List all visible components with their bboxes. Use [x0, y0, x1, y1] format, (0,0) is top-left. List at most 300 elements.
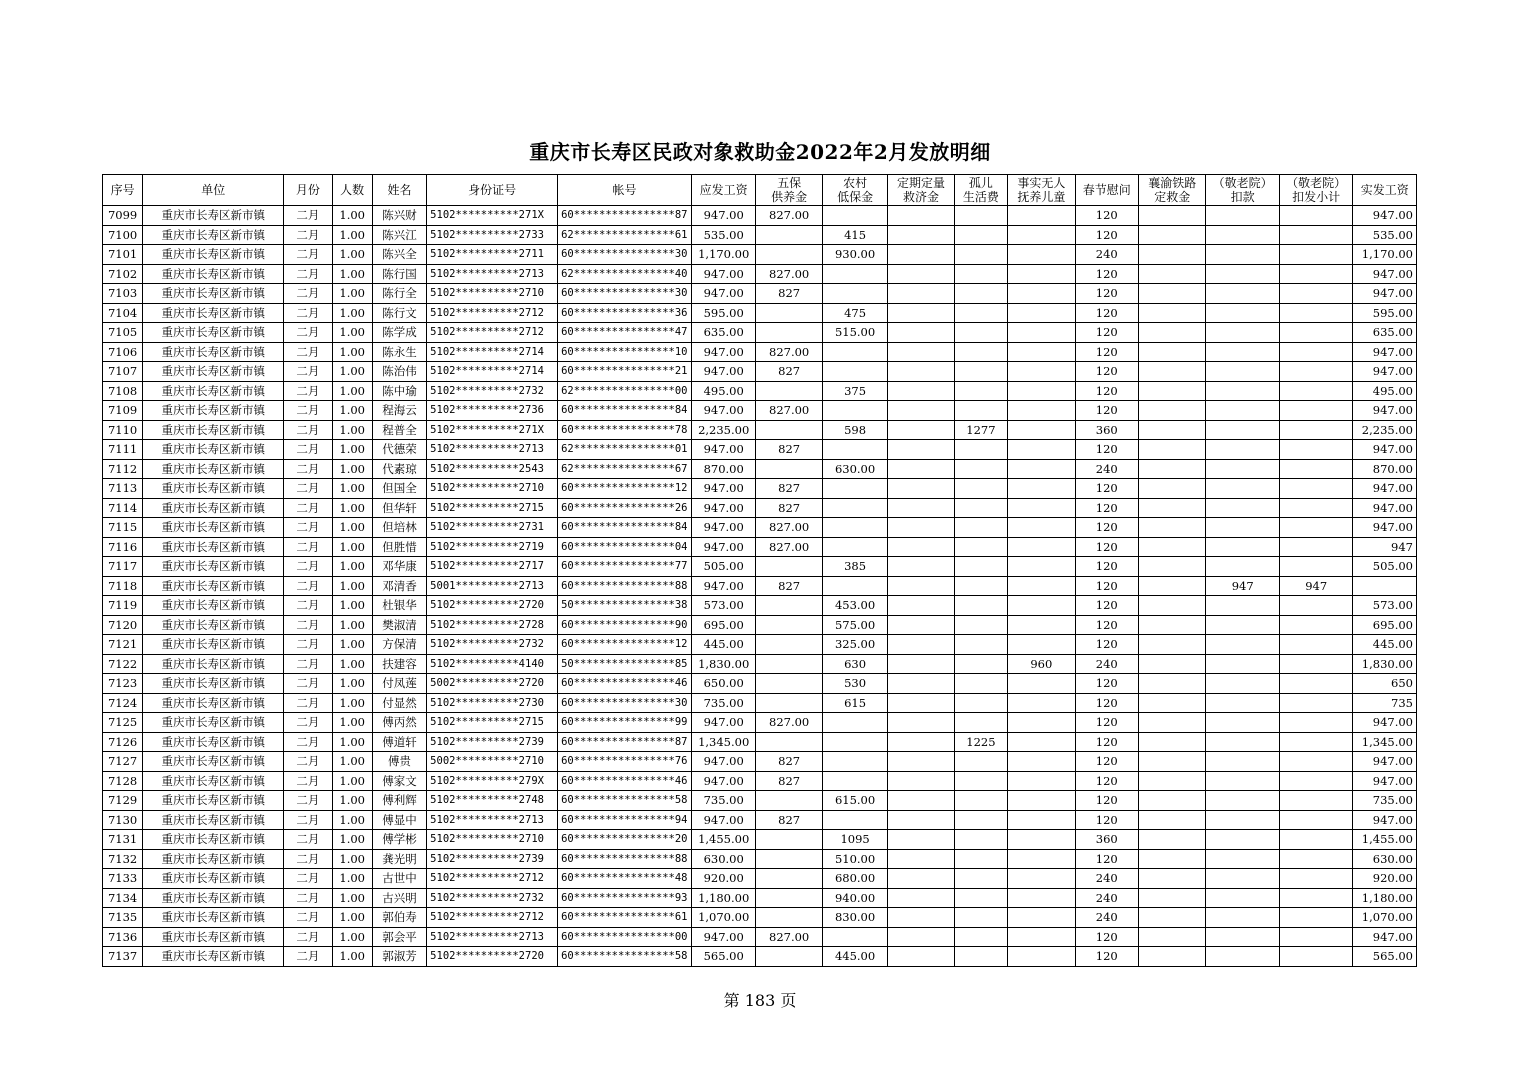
cell-regular-relief: [888, 635, 954, 655]
table-row: [103, 771, 1417, 791]
table-row: [103, 693, 1417, 713]
cell-orphan: [954, 303, 1007, 323]
cell-id-number: 5002**********2720: [427, 674, 558, 694]
cell-seq: 7127: [103, 752, 143, 772]
cell-count: 1.00: [332, 245, 372, 265]
cell-regular-relief: [888, 440, 954, 460]
cell-payable: 445.00: [691, 635, 755, 655]
cell-unit: 重庆市长寿区新市镇: [143, 908, 284, 928]
cell-account: 60****************61: [558, 908, 692, 928]
cell-festival: 120: [1075, 752, 1138, 772]
cell-name: 但华轩: [372, 498, 426, 518]
cell-festival: 120: [1075, 635, 1138, 655]
cell-payable: 1,345.00: [691, 732, 755, 752]
cell-festival: 360: [1075, 420, 1138, 440]
cell-dibao: [822, 537, 887, 557]
cell-xiangyu: [1138, 323, 1205, 343]
column-header-regular-relief: 定期定量 救济金: [888, 175, 954, 206]
cell-festival: 120: [1075, 381, 1138, 401]
cell-account: 60****************87: [558, 732, 692, 752]
cell-dibao: 1095: [822, 830, 887, 850]
table-row: [103, 674, 1417, 694]
cell-xiangyu: [1138, 596, 1205, 616]
table-row: [103, 303, 1417, 323]
cell-payable: 947.00: [691, 537, 755, 557]
cell-unit: 重庆市长寿区新市镇: [143, 771, 284, 791]
cell-count: 1.00: [332, 284, 372, 304]
cell-actual-pay: 735: [1353, 693, 1417, 713]
cell-regular-relief: [888, 518, 954, 538]
cell-unsupported-child: [1008, 225, 1075, 245]
cell-payable: 1,180.00: [691, 888, 755, 908]
cell-account: 50****************85: [558, 654, 692, 674]
cell-payable: 595.00: [691, 303, 755, 323]
cell-actual-pay: 870.00: [1353, 459, 1417, 479]
cell-dibao: [822, 264, 887, 284]
cell-name: 陈学成: [372, 323, 426, 343]
cell-xiangyu: [1138, 752, 1205, 772]
table-row: [103, 498, 1417, 518]
cell-orphan: 1277: [954, 420, 1007, 440]
cell-festival: 240: [1075, 888, 1138, 908]
cell-id-number: 5102**********2713: [427, 264, 558, 284]
table-row: [103, 654, 1417, 674]
cell-dibao: [822, 810, 887, 830]
cell-seq: 7101: [103, 245, 143, 265]
cell-month: 二月: [284, 440, 332, 460]
cell-wubao: [756, 654, 822, 674]
cell-orphan: [954, 479, 1007, 499]
cell-deduction-subtotal: [1279, 674, 1353, 694]
cell-id-number: 5102**********2543: [427, 459, 558, 479]
cell-count: 1.00: [332, 401, 372, 421]
cell-name: 付显然: [372, 693, 426, 713]
cell-wubao: 827: [756, 284, 822, 304]
cell-actual-pay: 947.00: [1353, 264, 1417, 284]
cell-unit: 重庆市长寿区新市镇: [143, 849, 284, 869]
cell-orphan: [954, 908, 1007, 928]
cell-count: 1.00: [332, 869, 372, 889]
cell-unit: 重庆市长寿区新市镇: [143, 693, 284, 713]
cell-name: 杜银华: [372, 596, 426, 616]
cell-regular-relief: [888, 830, 954, 850]
cell-id-number: 5102**********2714: [427, 342, 558, 362]
cell-account: 60****************84: [558, 518, 692, 538]
cell-regular-relief: [888, 284, 954, 304]
table-row: [103, 518, 1417, 538]
cell-deduction-subtotal: [1279, 303, 1353, 323]
cell-unit: 重庆市长寿区新市镇: [143, 342, 284, 362]
cell-actual-pay: 1,455.00: [1353, 830, 1417, 850]
cell-seq: 7135: [103, 908, 143, 928]
cell-deduction: [1206, 654, 1280, 674]
cell-orphan: [954, 791, 1007, 811]
cell-seq: 7099: [103, 206, 143, 226]
cell-id-number: 5102**********2730: [427, 693, 558, 713]
cell-deduction-subtotal: [1279, 518, 1353, 538]
cell-payable: 947.00: [691, 206, 755, 226]
cell-count: 1.00: [332, 927, 372, 947]
cell-unsupported-child: [1008, 576, 1075, 596]
cell-seq: 7105: [103, 323, 143, 343]
cell-month: 二月: [284, 869, 332, 889]
cell-orphan: [954, 576, 1007, 596]
cell-unsupported-child: [1008, 206, 1075, 226]
cell-account: 60****************12: [558, 635, 692, 655]
cell-unit: 重庆市长寿区新市镇: [143, 401, 284, 421]
cell-regular-relief: [888, 323, 954, 343]
cell-month: 二月: [284, 810, 332, 830]
cell-name: 郭伯寿: [372, 908, 426, 928]
cell-festival: 120: [1075, 771, 1138, 791]
cell-name: 但胜惜: [372, 537, 426, 557]
cell-orphan: [954, 810, 1007, 830]
cell-payable: 630.00: [691, 849, 755, 869]
cell-dibao: 515.00: [822, 323, 887, 343]
cell-count: 1.00: [332, 849, 372, 869]
cell-xiangyu: [1138, 888, 1205, 908]
table-row: [103, 557, 1417, 577]
cell-regular-relief: [888, 693, 954, 713]
cell-seq: 7121: [103, 635, 143, 655]
cell-unit: 重庆市长寿区新市镇: [143, 654, 284, 674]
cell-orphan: [954, 264, 1007, 284]
cell-orphan: [954, 206, 1007, 226]
cell-name: 付凤莲: [372, 674, 426, 694]
cell-payable: 505.00: [691, 557, 755, 577]
cell-seq: 7109: [103, 401, 143, 421]
cell-unsupported-child: [1008, 323, 1075, 343]
cell-deduction: [1206, 615, 1280, 635]
cell-id-number: 5102**********2712: [427, 908, 558, 928]
cell-festival: 120: [1075, 674, 1138, 694]
cell-dibao: 615: [822, 693, 887, 713]
cell-id-number: 5102**********2715: [427, 713, 558, 733]
cell-wubao: [756, 459, 822, 479]
cell-deduction: [1206, 791, 1280, 811]
cell-id-number: 5102**********271X: [427, 420, 558, 440]
cell-actual-pay: [1353, 576, 1417, 596]
cell-orphan: [954, 635, 1007, 655]
cell-dibao: [822, 713, 887, 733]
cell-seq: 7103: [103, 284, 143, 304]
cell-count: 1.00: [332, 830, 372, 850]
cell-unsupported-child: [1008, 791, 1075, 811]
cell-month: 二月: [284, 713, 332, 733]
cell-seq: 7110: [103, 420, 143, 440]
cell-month: 二月: [284, 420, 332, 440]
cell-xiangyu: [1138, 693, 1205, 713]
cell-count: 1.00: [332, 615, 372, 635]
cell-unit: 重庆市长寿区新市镇: [143, 752, 284, 772]
cell-wubao: [756, 947, 822, 967]
cell-payable: 735.00: [691, 693, 755, 713]
cell-dibao: [822, 927, 887, 947]
cell-account: 60****************26: [558, 498, 692, 518]
cell-account: 60****************88: [558, 576, 692, 596]
cell-account: 60****************88: [558, 849, 692, 869]
cell-regular-relief: [888, 869, 954, 889]
cell-actual-pay: 947.00: [1353, 498, 1417, 518]
cell-unsupported-child: [1008, 498, 1075, 518]
table-row: [103, 869, 1417, 889]
cell-account: 60****************21: [558, 362, 692, 382]
table-row: [103, 810, 1417, 830]
column-header-orphan: 孤儿 生活费: [954, 175, 1007, 206]
cell-account: 60****************30: [558, 693, 692, 713]
cell-regular-relief: [888, 947, 954, 967]
cell-regular-relief: [888, 615, 954, 635]
cell-deduction: [1206, 362, 1280, 382]
cell-count: 1.00: [332, 752, 372, 772]
cell-orphan: [954, 654, 1007, 674]
cell-account: 60****************30: [558, 284, 692, 304]
cell-id-number: 5102**********2748: [427, 791, 558, 811]
table-row: [103, 615, 1417, 635]
cell-orphan: [954, 381, 1007, 401]
cell-unit: 重庆市长寿区新市镇: [143, 576, 284, 596]
cell-dibao: 510.00: [822, 849, 887, 869]
cell-wubao: [756, 849, 822, 869]
cell-id-number: 5102**********2710: [427, 284, 558, 304]
cell-account: 60****************87: [558, 206, 692, 226]
cell-unsupported-child: [1008, 674, 1075, 694]
cell-xiangyu: [1138, 635, 1205, 655]
cell-name: 郭会平: [372, 927, 426, 947]
cell-name: 郭淑芳: [372, 947, 426, 967]
cell-deduction-subtotal: [1279, 342, 1353, 362]
cell-month: 二月: [284, 518, 332, 538]
cell-name: 程海云: [372, 401, 426, 421]
cell-wubao: [756, 830, 822, 850]
cell-deduction-subtotal: [1279, 849, 1353, 869]
cell-deduction-subtotal: [1279, 654, 1353, 674]
cell-dibao: 630: [822, 654, 887, 674]
cell-account: 60****************20: [558, 830, 692, 850]
cell-id-number: 5102**********2717: [427, 557, 558, 577]
cell-deduction-subtotal: [1279, 557, 1353, 577]
cell-month: 二月: [284, 284, 332, 304]
cell-dibao: 385: [822, 557, 887, 577]
cell-actual-pay: 947.00: [1353, 401, 1417, 421]
cell-unsupported-child: [1008, 732, 1075, 752]
cell-unsupported-child: [1008, 849, 1075, 869]
cell-festival: 240: [1075, 245, 1138, 265]
column-header-count: 人数: [332, 175, 372, 206]
cell-deduction-subtotal: [1279, 947, 1353, 967]
cell-account: 62****************61: [558, 225, 692, 245]
cell-month: 二月: [284, 908, 332, 928]
cell-orphan: [954, 830, 1007, 850]
cell-id-number: 5102**********2736: [427, 401, 558, 421]
cell-seq: 7102: [103, 264, 143, 284]
cell-orphan: [954, 596, 1007, 616]
cell-wubao: [756, 381, 822, 401]
cell-month: 二月: [284, 401, 332, 421]
table-row: [103, 752, 1417, 772]
cell-dibao: 615.00: [822, 791, 887, 811]
cell-unit: 重庆市长寿区新市镇: [143, 479, 284, 499]
cell-seq: 7119: [103, 596, 143, 616]
cell-name: 代素琼: [372, 459, 426, 479]
cell-wubao: [756, 303, 822, 323]
cell-month: 二月: [284, 537, 332, 557]
cell-wubao: [756, 615, 822, 635]
cell-unit: 重庆市长寿区新市镇: [143, 323, 284, 343]
cell-count: 1.00: [332, 654, 372, 674]
cell-regular-relief: [888, 264, 954, 284]
cell-unit: 重庆市长寿区新市镇: [143, 830, 284, 850]
cell-festival: 240: [1075, 459, 1138, 479]
cell-deduction-subtotal: [1279, 284, 1353, 304]
cell-name: 傅利辉: [372, 791, 426, 811]
cell-unit: 重庆市长寿区新市镇: [143, 518, 284, 538]
cell-festival: 120: [1075, 596, 1138, 616]
cell-seq: 7117: [103, 557, 143, 577]
column-header-actual-pay: 实发工资: [1353, 175, 1417, 206]
cell-dibao: [822, 576, 887, 596]
cell-payable: 947.00: [691, 440, 755, 460]
cell-id-number: 5102**********2711: [427, 245, 558, 265]
cell-actual-pay: 735.00: [1353, 791, 1417, 811]
cell-dibao: 375: [822, 381, 887, 401]
cell-wubao: 827.00: [756, 401, 822, 421]
cell-name: 古世中: [372, 869, 426, 889]
cell-orphan: [954, 693, 1007, 713]
cell-month: 二月: [284, 752, 332, 772]
cell-name: 扶建容: [372, 654, 426, 674]
table-row: [103, 342, 1417, 362]
table-row: [103, 381, 1417, 401]
cell-deduction-subtotal: [1279, 888, 1353, 908]
cell-xiangyu: [1138, 245, 1205, 265]
cell-account: 62****************01: [558, 440, 692, 460]
cell-unit: 重庆市长寿区新市镇: [143, 615, 284, 635]
column-header-payable: 应发工资: [691, 175, 755, 206]
cell-name: 傅道轩: [372, 732, 426, 752]
cell-xiangyu: [1138, 869, 1205, 889]
cell-wubao: 827: [756, 576, 822, 596]
cell-dibao: [822, 479, 887, 499]
cell-orphan: [954, 498, 1007, 518]
cell-deduction: 947: [1206, 576, 1280, 596]
cell-name: 但国全: [372, 479, 426, 499]
cell-month: 二月: [284, 615, 332, 635]
cell-name: 程普全: [372, 420, 426, 440]
cell-unit: 重庆市长寿区新市镇: [143, 596, 284, 616]
cell-deduction-subtotal: [1279, 713, 1353, 733]
cell-id-number: 5102**********2719: [427, 537, 558, 557]
cell-regular-relief: [888, 791, 954, 811]
cell-count: 1.00: [332, 459, 372, 479]
cell-deduction: [1206, 771, 1280, 791]
cell-actual-pay: 573.00: [1353, 596, 1417, 616]
cell-seq: 7104: [103, 303, 143, 323]
cell-festival: 120: [1075, 576, 1138, 596]
cell-festival: 120: [1075, 537, 1138, 557]
cell-regular-relief: [888, 810, 954, 830]
cell-orphan: 1225: [954, 732, 1007, 752]
column-header-deduction-subtotal: （敬老院） 扣发小计: [1279, 175, 1353, 206]
cell-payable: 1,170.00: [691, 245, 755, 265]
cell-festival: 120: [1075, 947, 1138, 967]
cell-regular-relief: [888, 498, 954, 518]
cell-unit: 重庆市长寿区新市镇: [143, 791, 284, 811]
cell-dibao: 325.00: [822, 635, 887, 655]
cell-month: 二月: [284, 303, 332, 323]
cell-payable: 1,070.00: [691, 908, 755, 928]
table-row: [103, 479, 1417, 499]
cell-regular-relief: [888, 713, 954, 733]
cell-dibao: 940.00: [822, 888, 887, 908]
cell-id-number: 5002**********2710: [427, 752, 558, 772]
cell-dibao: [822, 440, 887, 460]
cell-regular-relief: [888, 596, 954, 616]
cell-id-number: 5102**********2715: [427, 498, 558, 518]
cell-seq: 7113: [103, 479, 143, 499]
cell-seq: 7126: [103, 732, 143, 752]
cell-id-number: 5102**********2728: [427, 615, 558, 635]
cell-deduction-subtotal: [1279, 401, 1353, 421]
cell-dibao: 475: [822, 303, 887, 323]
cell-seq: 7118: [103, 576, 143, 596]
table-row: [103, 206, 1417, 226]
cell-wubao: 827: [756, 498, 822, 518]
cell-xiangyu: [1138, 206, 1205, 226]
cell-seq: 7114: [103, 498, 143, 518]
cell-wubao: [756, 245, 822, 265]
cell-festival: 120: [1075, 615, 1138, 635]
cell-count: 1.00: [332, 303, 372, 323]
cell-dibao: [822, 498, 887, 518]
cell-festival: 120: [1075, 284, 1138, 304]
cell-orphan: [954, 947, 1007, 967]
cell-deduction: [1206, 713, 1280, 733]
cell-actual-pay: 947.00: [1353, 752, 1417, 772]
cell-unsupported-child: [1008, 615, 1075, 635]
cell-deduction-subtotal: [1279, 771, 1353, 791]
cell-regular-relief: [888, 537, 954, 557]
cell-unsupported-child: [1008, 342, 1075, 362]
cell-account: 60****************77: [558, 557, 692, 577]
cell-count: 1.00: [332, 674, 372, 694]
cell-deduction: [1206, 810, 1280, 830]
cell-unsupported-child: [1008, 596, 1075, 616]
cell-unit: 重庆市长寿区新市镇: [143, 674, 284, 694]
cell-dibao: 453.00: [822, 596, 887, 616]
cell-deduction: [1206, 225, 1280, 245]
cell-actual-pay: 2,235.00: [1353, 420, 1417, 440]
cell-dibao: 598: [822, 420, 887, 440]
cell-unit: 重庆市长寿区新市镇: [143, 381, 284, 401]
cell-deduction-subtotal: [1279, 420, 1353, 440]
cell-count: 1.00: [332, 206, 372, 226]
cell-unsupported-child: [1008, 284, 1075, 304]
cell-unsupported-child: [1008, 362, 1075, 382]
cell-actual-pay: 635.00: [1353, 323, 1417, 343]
cell-unit: 重庆市长寿区新市镇: [143, 732, 284, 752]
cell-name: 但培林: [372, 518, 426, 538]
cell-unsupported-child: [1008, 245, 1075, 265]
cell-seq: 7137: [103, 947, 143, 967]
cell-orphan: [954, 459, 1007, 479]
cell-deduction: [1206, 459, 1280, 479]
cell-count: 1.00: [332, 693, 372, 713]
cell-orphan: [954, 342, 1007, 362]
cell-seq: 7136: [103, 927, 143, 947]
cell-unsupported-child: [1008, 752, 1075, 772]
cell-account: 60****************48: [558, 869, 692, 889]
